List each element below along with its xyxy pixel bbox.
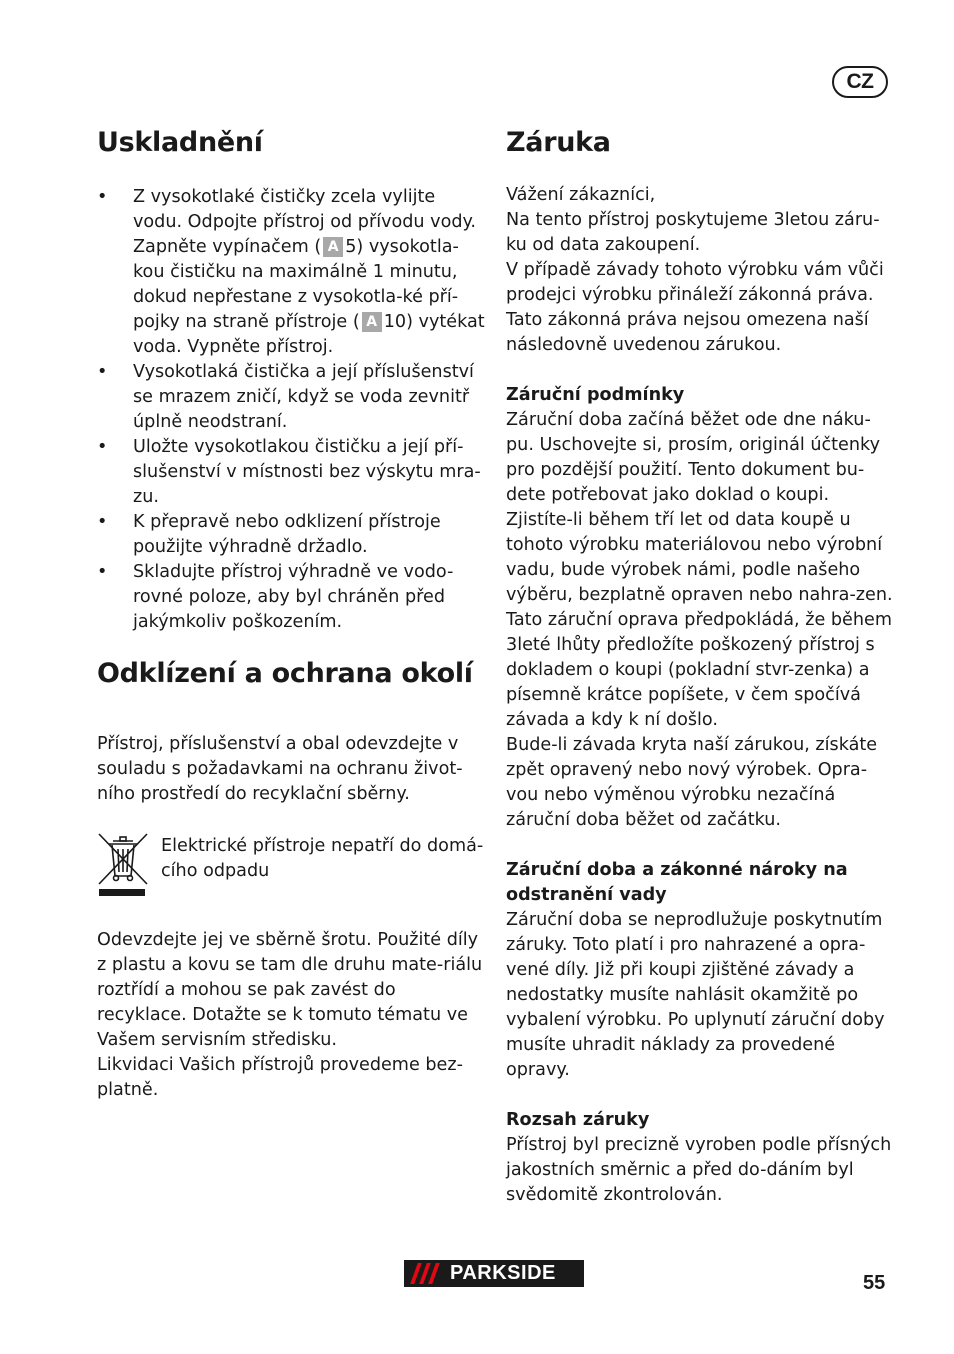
warranty-conditions-heading: Záruční podmínky [506, 385, 685, 405]
bullet-text: Z vysokotlaké čističky zcela vylijte vodu. Odpojte přístroj od přívodu vody. Zapněte vypínačem ( [133, 187, 477, 257]
warranty-period-paragraph: Záruční doba se neprodlužuje poskytnutím záruky. Toto platí i pro nahrazené a opra-vené díly. Již při koupi zjištěné závady a nedostatky musíte nahlásit okamžitě po vybalení výrobku. Po uplynutí záruční doby musíte uhradit náklady za provedené opravy. [506, 910, 885, 1080]
storage-bullet-1 [97, 185, 489, 360]
storage-bullet-3: • Uložte vysokotlakou čističku a její pří-slušenství v místnosti bez výskytu mra-zu. [97, 435, 489, 510]
warranty-legal-rights: V případě závady tohoto výrobku vám vůči prodejci výrobku přináleží zákonná práva. Tato zákonná práva nejsou omezena naší následovně uvedenou zárukou. [506, 260, 884, 355]
spacer [506, 1083, 898, 1108]
spacer [506, 833, 898, 858]
spacer [506, 358, 898, 383]
warranty-conditions-paragraph-2: Zjistíte-li během tří let od data koupě u tohoto výrobku materiálovou nebo výrobní vadu, bude výrobek námi, podle našeho výběru, bezplatně opraven nebo nahra-zen. Tato záruční oprava předpokládá, že během 3leté lhůty předložíte poškozený přístroj s dokladem o koupi (pokladní stvr-zenka) a písemně krátce popíšete, v čem spočívá závada a kdy k ní došlo. [506, 510, 893, 730]
storage-heading: Uskladnění [97, 127, 263, 158]
warranty-scope-heading: Rozsah záruky [506, 1110, 650, 1130]
warranty-scope-paragraph: Přístroj byl precizně vyroben podle přísných jakostních směrnic a před do-dáním byl svědomitě zkontrolován. [506, 1135, 892, 1205]
figure-a-badge: A [323, 237, 343, 257]
page-number: 55 [863, 1272, 886, 1294]
warranty-heading: Záruka [506, 127, 611, 158]
logo-text: PARKSIDE [450, 1262, 556, 1284]
storage-bullet-4: • K přepravě nebo odklizení přístroje použijte výhradně držadlo. [97, 510, 489, 560]
bullet-text: 5) vysokotla-kou čističku na maximálně 1 minutu, dokud nepřestane z vysokotla-ké pří-pojky na straně přístroje ( [133, 237, 459, 332]
warranty-period-heading: Záruční doba a zákonné nároky na odstranění vady [506, 860, 848, 905]
parkside-logo [404, 1260, 584, 1287]
disposal-intro: Přístroj, příslušenství a obal odevzdejte v souladu s požadavkami na ochranu život-ního prostředí do recyklační sběrny. [97, 734, 463, 804]
warranty-intro: Na tento přístroj poskytujeme 3letou záru-ku od data zakoupení. [506, 210, 880, 255]
bullet-text: 10) vytékat voda. Vypněte přístroj. [133, 312, 485, 357]
disposal-heading: Odklízení a ochrana okolí [97, 658, 473, 689]
disposal-paragraph-2: Likvidaci Vašich přístrojů provedeme bez-platně. [97, 1055, 463, 1100]
storage-bullet-list [97, 185, 489, 635]
weee-notice [97, 832, 489, 898]
warranty-conditions-paragraph-1: Záruční doba začíná běžet ode dne náku-pu. Uschovejte si, prosím, originál účtenky pro pozdější použití. Tento dokument bu-dete potřebovat jako doklad o koupi. [506, 410, 880, 505]
right-column [506, 126, 898, 1208]
storage-bullet-2: • Vysokotlaká čistička a její příslušenství se mrazem zničí, když se voda zevnitř úplně neodstraní. [97, 360, 489, 435]
disposal-paragraph-1: Odevzdejte jej ve sběrně šrotu. Použité díly z plastu a kovu se tam dle druhu mate-riálu roztřídí a mohou se pak zavést do recyklace. Dotažte se k tomuto tématu ve Vašem servisním středisku. [97, 930, 483, 1050]
storage-bullet-5: • Skladujte přístroj výhradně ve vodo-rovné poloze, aby byl chráněn před jakýmkoliv poškozením. [97, 560, 489, 635]
left-column [97, 126, 489, 1103]
logo-slashes-icon [408, 1260, 450, 1287]
warranty-greeting: Vážení zákazníci, [506, 185, 656, 205]
crossed-bin-icon [97, 832, 149, 898]
warranty-conditions-paragraph-3: Bude-li závada kryta naší zárukou, získáte zpět opravený nebo nový výrobek. Opra-vou nebo výměnou výrobku nezačíná záruční doba běžet od začátku. [506, 735, 878, 830]
weee-text: Elektrické přístroje nepatří do domá-cího odpadu [161, 836, 484, 881]
language-badge: CZ [832, 66, 888, 98]
figure-a-badge: A [362, 312, 382, 332]
